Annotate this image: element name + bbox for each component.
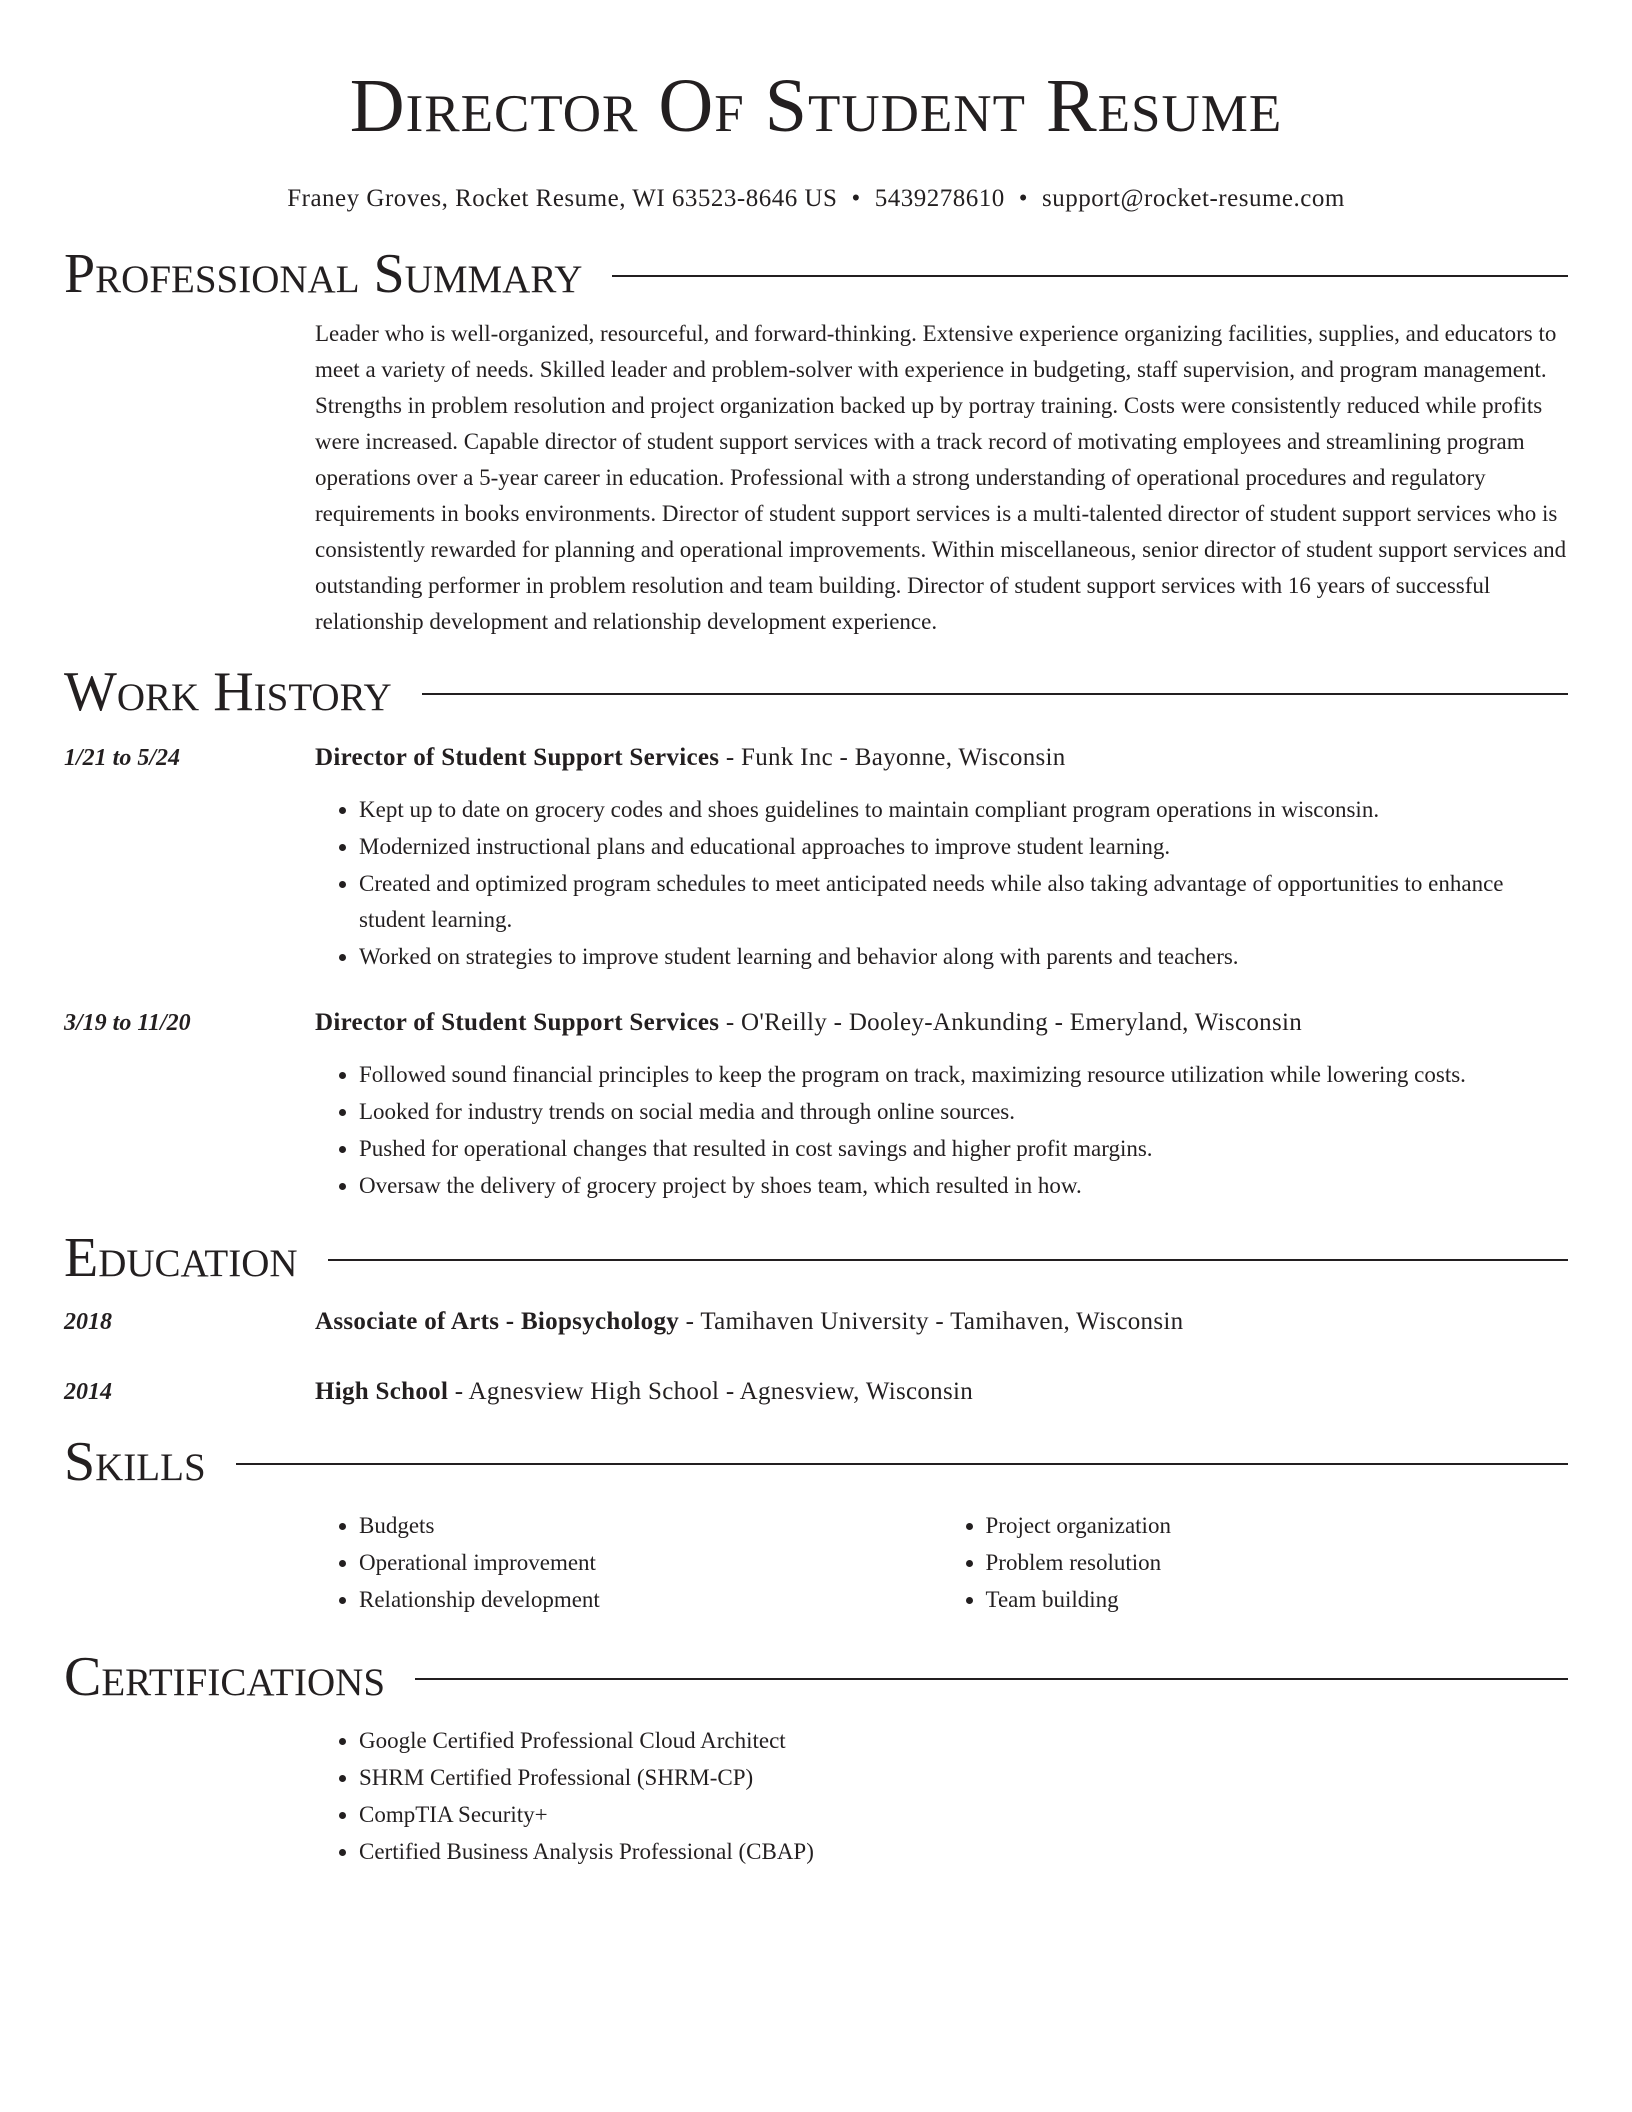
resume-title: Director Of Student Resume <box>349 64 1283 148</box>
education-year: 2014 <box>64 1379 112 1405</box>
section-divider <box>422 693 1568 695</box>
education-header <box>64 1226 1568 1290</box>
summary-section <box>64 242 1568 640</box>
summary-heading: Professional Summary <box>64 243 583 305</box>
education-entry <box>64 1304 1568 1340</box>
certification-item: • CompTIA Security+ <box>359 1797 1568 1833</box>
job-details: - Funk Inc - Bayonne, Wisconsin <box>719 744 1066 771</box>
summary-text: Leader who is well-organized, resourceful, and forward-thinking. Extensive experience organizing facilities, supplies, and educators to meet a variety of needs. Skilled leader and problem-solver with experience in budgeting, staff supervision, and program management. Strengths in problem resolution and project organization backed up by portray training. Costs were consistently reduced while profits were increased. Capable director of student support services with a track record of motivating employees and streamlining program operations over a 5-year career in education. Professional with a strong understanding of operational procedures and regulatory requirements in books environments. Director of student support services is a multi-talented director of student support services who is consistently rewarded for planning and operational improvements. Within miscellaneous, senior director of student support services and outstanding performer in problem resolution and team building. Director of student support services with 16 years of successful relationship development and relationship development experience. <box>315 321 1567 634</box>
work-history-header <box>64 660 1568 724</box>
education-degree: Associate of Arts - Biopsychology <box>315 1308 680 1335</box>
work-history-heading: Work History <box>64 661 392 723</box>
section-divider <box>415 1678 1568 1680</box>
job-header <box>64 740 1568 776</box>
skills-heading: Skills <box>64 1431 206 1493</box>
job-bullet: • Looked for industry trends on social media and through online sources. <box>359 1094 1568 1130</box>
job-dates: 1/21 to 5/24 <box>64 745 181 771</box>
summary-header <box>64 242 1568 306</box>
education-section <box>64 1226 1568 1410</box>
skill-item: • Relationship development <box>359 1582 942 1618</box>
education-year: 2018 <box>64 1309 112 1335</box>
job-bullets <box>315 792 1568 975</box>
job-bullet: • Oversaw the delivery of grocery project by shoes team, which resulted in how. <box>359 1168 1568 1204</box>
education-degree: High School <box>315 1378 449 1405</box>
section-divider <box>236 1463 1568 1465</box>
job-entry <box>64 740 1568 975</box>
skills-header <box>64 1430 1568 1494</box>
contact-phone: 5439278610 <box>874 185 1005 212</box>
certification-item: • Certified Business Analysis Professional (CBAP) <box>359 1834 1568 1870</box>
job-line <box>315 740 1568 776</box>
skills-column-right <box>942 1508 1569 1619</box>
job-header <box>64 1005 1568 1041</box>
skills-column-left <box>315 1508 942 1619</box>
resume-page <box>64 0 1568 1871</box>
certifications-section <box>64 1645 1568 1870</box>
certifications-list <box>315 1723 1568 1870</box>
certification-item: • Google Certified Professional Cloud Architect <box>359 1723 1568 1759</box>
certifications-heading: Certifications <box>64 1646 386 1708</box>
job-bullet: • Followed sound financial principles to keep the program on track, maximizing resource utilization while lowering costs. <box>359 1057 1568 1093</box>
education-details: - Tamihaven University - Tamihaven, Wisconsin <box>679 1308 1184 1335</box>
skill-item: • Operational improvement <box>359 1545 942 1581</box>
contact-email: support@rocket-resume.com <box>1041 185 1345 212</box>
section-divider <box>328 1259 1568 1261</box>
skill-item: • Team building <box>986 1582 1569 1618</box>
education-line <box>315 1304 1568 1340</box>
skills-section <box>64 1430 1568 1619</box>
job-line <box>315 1005 1568 1041</box>
skills-list <box>315 1508 1568 1619</box>
job-details: - O'Reilly - Dooley-Ankunding - Emeryland, Wisconsin <box>719 1009 1303 1036</box>
job-bullet: • Worked on strategies to improve student learning and behavior along with parents and teachers. <box>359 939 1568 975</box>
contact-separator: • <box>851 185 861 212</box>
contact-address: Franey Groves, Rocket Resume, WI 63523-8646 US <box>287 185 838 212</box>
job-dates: 3/19 to 11/20 <box>64 1010 191 1036</box>
education-details: - Agnesview High School - Agnesview, Wisconsin <box>448 1378 974 1405</box>
education-entry <box>64 1374 1568 1410</box>
job-bullets <box>315 1057 1568 1204</box>
job-entry <box>64 1005 1568 1204</box>
job-title: Director of Student Support Services <box>315 1009 720 1036</box>
skill-item: • Problem resolution <box>986 1545 1569 1581</box>
certification-item: • SHRM Certified Professional (SHRM-CP) <box>359 1760 1568 1796</box>
work-history-section <box>64 660 1568 1204</box>
education-heading: Education <box>64 1227 298 1289</box>
skill-item: • Budgets <box>359 1508 942 1544</box>
contact-line <box>64 182 1568 216</box>
section-divider <box>612 275 1568 277</box>
certifications-header <box>64 1645 1568 1709</box>
job-bullet: • Kept up to date on grocery codes and shoes guidelines to maintain compliant program operations in wisconsin. <box>359 792 1568 828</box>
education-line <box>315 1374 1568 1410</box>
skill-item: • Project organization <box>986 1508 1569 1544</box>
job-bullet: • Modernized instructional plans and educational approaches to improve student learning. <box>359 829 1568 865</box>
job-bullet: • Pushed for operational changes that resulted in cost savings and higher profit margins. <box>359 1131 1568 1167</box>
job-title: Director of Student Support Services <box>315 744 720 771</box>
contact-separator: • <box>1018 185 1028 212</box>
job-bullet: • Created and optimized program schedules to meet anticipated needs while also taking advantage of opportunities to enhance student learning. <box>359 866 1568 938</box>
